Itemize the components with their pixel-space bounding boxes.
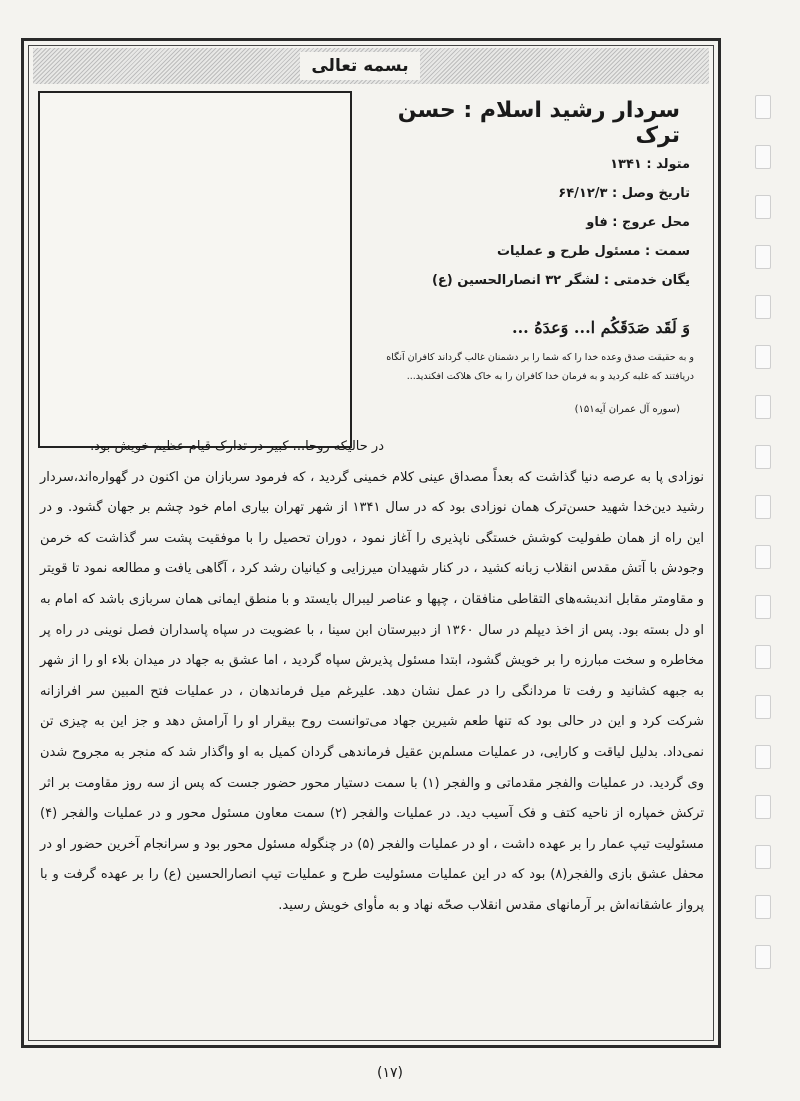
binder-tab xyxy=(755,895,771,919)
basmala-heading: بسمه تعالی xyxy=(300,52,420,80)
page-number: (۱۷) xyxy=(377,1065,403,1081)
binder-tab xyxy=(755,695,771,719)
biography-text xyxy=(40,432,704,922)
quran-verse: وَ لَقَد صَدَقَکُم ا... وَعدَهُ ... xyxy=(512,318,690,337)
binder-tab xyxy=(755,745,771,769)
binder-tab xyxy=(755,345,771,369)
verse-translation xyxy=(358,348,694,386)
info-martyrdom-place: محل عروج : فاو xyxy=(586,215,690,230)
binder-tab xyxy=(755,145,771,169)
binder-tabs xyxy=(755,95,771,995)
binder-tab xyxy=(755,245,771,269)
binder-tab xyxy=(755,545,771,569)
profile-info xyxy=(380,150,690,295)
verse-source: (سوره آل عمران آیه۱۵۱) xyxy=(574,404,680,415)
binder-tab xyxy=(755,495,771,519)
binder-tab xyxy=(755,95,771,119)
binder-tab xyxy=(755,595,771,619)
binder-tab xyxy=(755,845,771,869)
photo-placeholder xyxy=(38,91,352,448)
binder-tab xyxy=(755,395,771,419)
info-unit: یگان خدمتی : لشگر ۳۲ انصارالحسین (ع) xyxy=(431,273,690,288)
binder-tab xyxy=(755,195,771,219)
biography-body: نوزادی پا به عرصه دنیا گذاشت که بعداً مصداق عینی کلام خمینی گردید ، که فرمود سربازان من اکنون در گهواره‌اند،سردار رشید دین‌خدا شهید حسن‌ترک همان نوزادی بود که در سال ۱۳۴۱ از شهر تهران بیاری امام خود چشم بر جهان گشود. و در این راه از همان طفولیت کوشش خستگی ناپذیری را آغاز نمود ، دوران تحصیل را با موفقیت پشت سر گذاشت که خرمن وجودش با آتش مقدس انقلاب زبانه کشید ، در کنار شهیدان میرزایی و کیانیان رشد کرد ، آگاهی یافت و مطالعه نمود تا قویتر و مقاومتر مقابل اندیشه‌های التقاطی منافقان ، چپها و عناصر لیبرال بایستد و با منطق ایمانی همان سربازی باشد که امام به او دل بسته بود. پس از اخذ دیپلم در سال ۱۳۶۰ از دبیرستان ابن سینا ، با عضویت در سپاه پاسداران فصل نوینی در راه پر مخاطره و سخت مبارزه را بر خویش گشود، ابتدا مسئول پذیرش سپاه گردید ، اما عشق به جهاد در میدان بلاء او را از شهر به جبهه کشانید و رفت تا مردانگی را در عمل نشان دهد. علیرغم میل فرماندهان ، در عملیات فتح المبین سر افرازانه شرکت کرد و این در حالی بود که تنها طعم شیرین جهاد می‌توانست روح بیقرار او را آرامش دهد و جز این به چیزی تن نمی‌داد. بدلیل لیاقت و کارایی، در عملیات مسلم‌بن عقیل فرماندهی گردان کمیل به او واگذار شد که منجر به مجروح شدن وی گردید. در عملیات والفجر مقدماتی و والفجر (۱) با سمت دستیار محور حضور جست که پس از سه روز مقاومت بر اثر ترکش خمپاره از ناحیه کتف و فک آسیب دید. در عملیات والفجر (۲) سمت معاون مسئول محور و در عملیات والفجر (۴) مسئولیت تیپ عمار را بر عهده داشت ، او در عملیات والفجر (۵) در چنگوله مسئول محور بود و سرانجام آخرین حضور او در محفل عشق بازی والفجر(۸) بود که در این عملیات مسئولیت طرح و عملیات تیپ انصارالحسین (ع) را بر عهده گرفت و با پرواز عاشقانه‌اش بر آرمانهای مقدس انقلاب صحّه نهاد و به مأوای خویش رسید. xyxy=(40,469,704,913)
info-martyrdom-date: تاریخ وصل : ۶۴/۱۲/۳ xyxy=(558,186,690,201)
binder-tab xyxy=(755,795,771,819)
info-position: سمت : مسئول طرح و عملیات xyxy=(496,244,690,259)
binder-tab xyxy=(755,645,771,669)
biography-first-line: در حالیکه روحا... کبیر در تدارک قیام عظیم خویش بود. xyxy=(90,439,384,454)
page-title: سردار رشید اسلام : حسن ترک xyxy=(397,98,680,148)
verse-translation-line: دریافتند که غلبه کردید و به فرمان خدا کافران را به خاک هلاکت افکندید... xyxy=(406,371,694,382)
info-birth: متولد : ۱۳۴۱ xyxy=(610,157,690,172)
binder-tab xyxy=(755,445,771,469)
verse-translation-line: و به حقیقت صدق وعده خدا را که شما را بر دشمنان غالب گرداند کافران آنگاه xyxy=(386,352,694,363)
binder-tab xyxy=(755,945,771,969)
binder-tab xyxy=(755,295,771,319)
